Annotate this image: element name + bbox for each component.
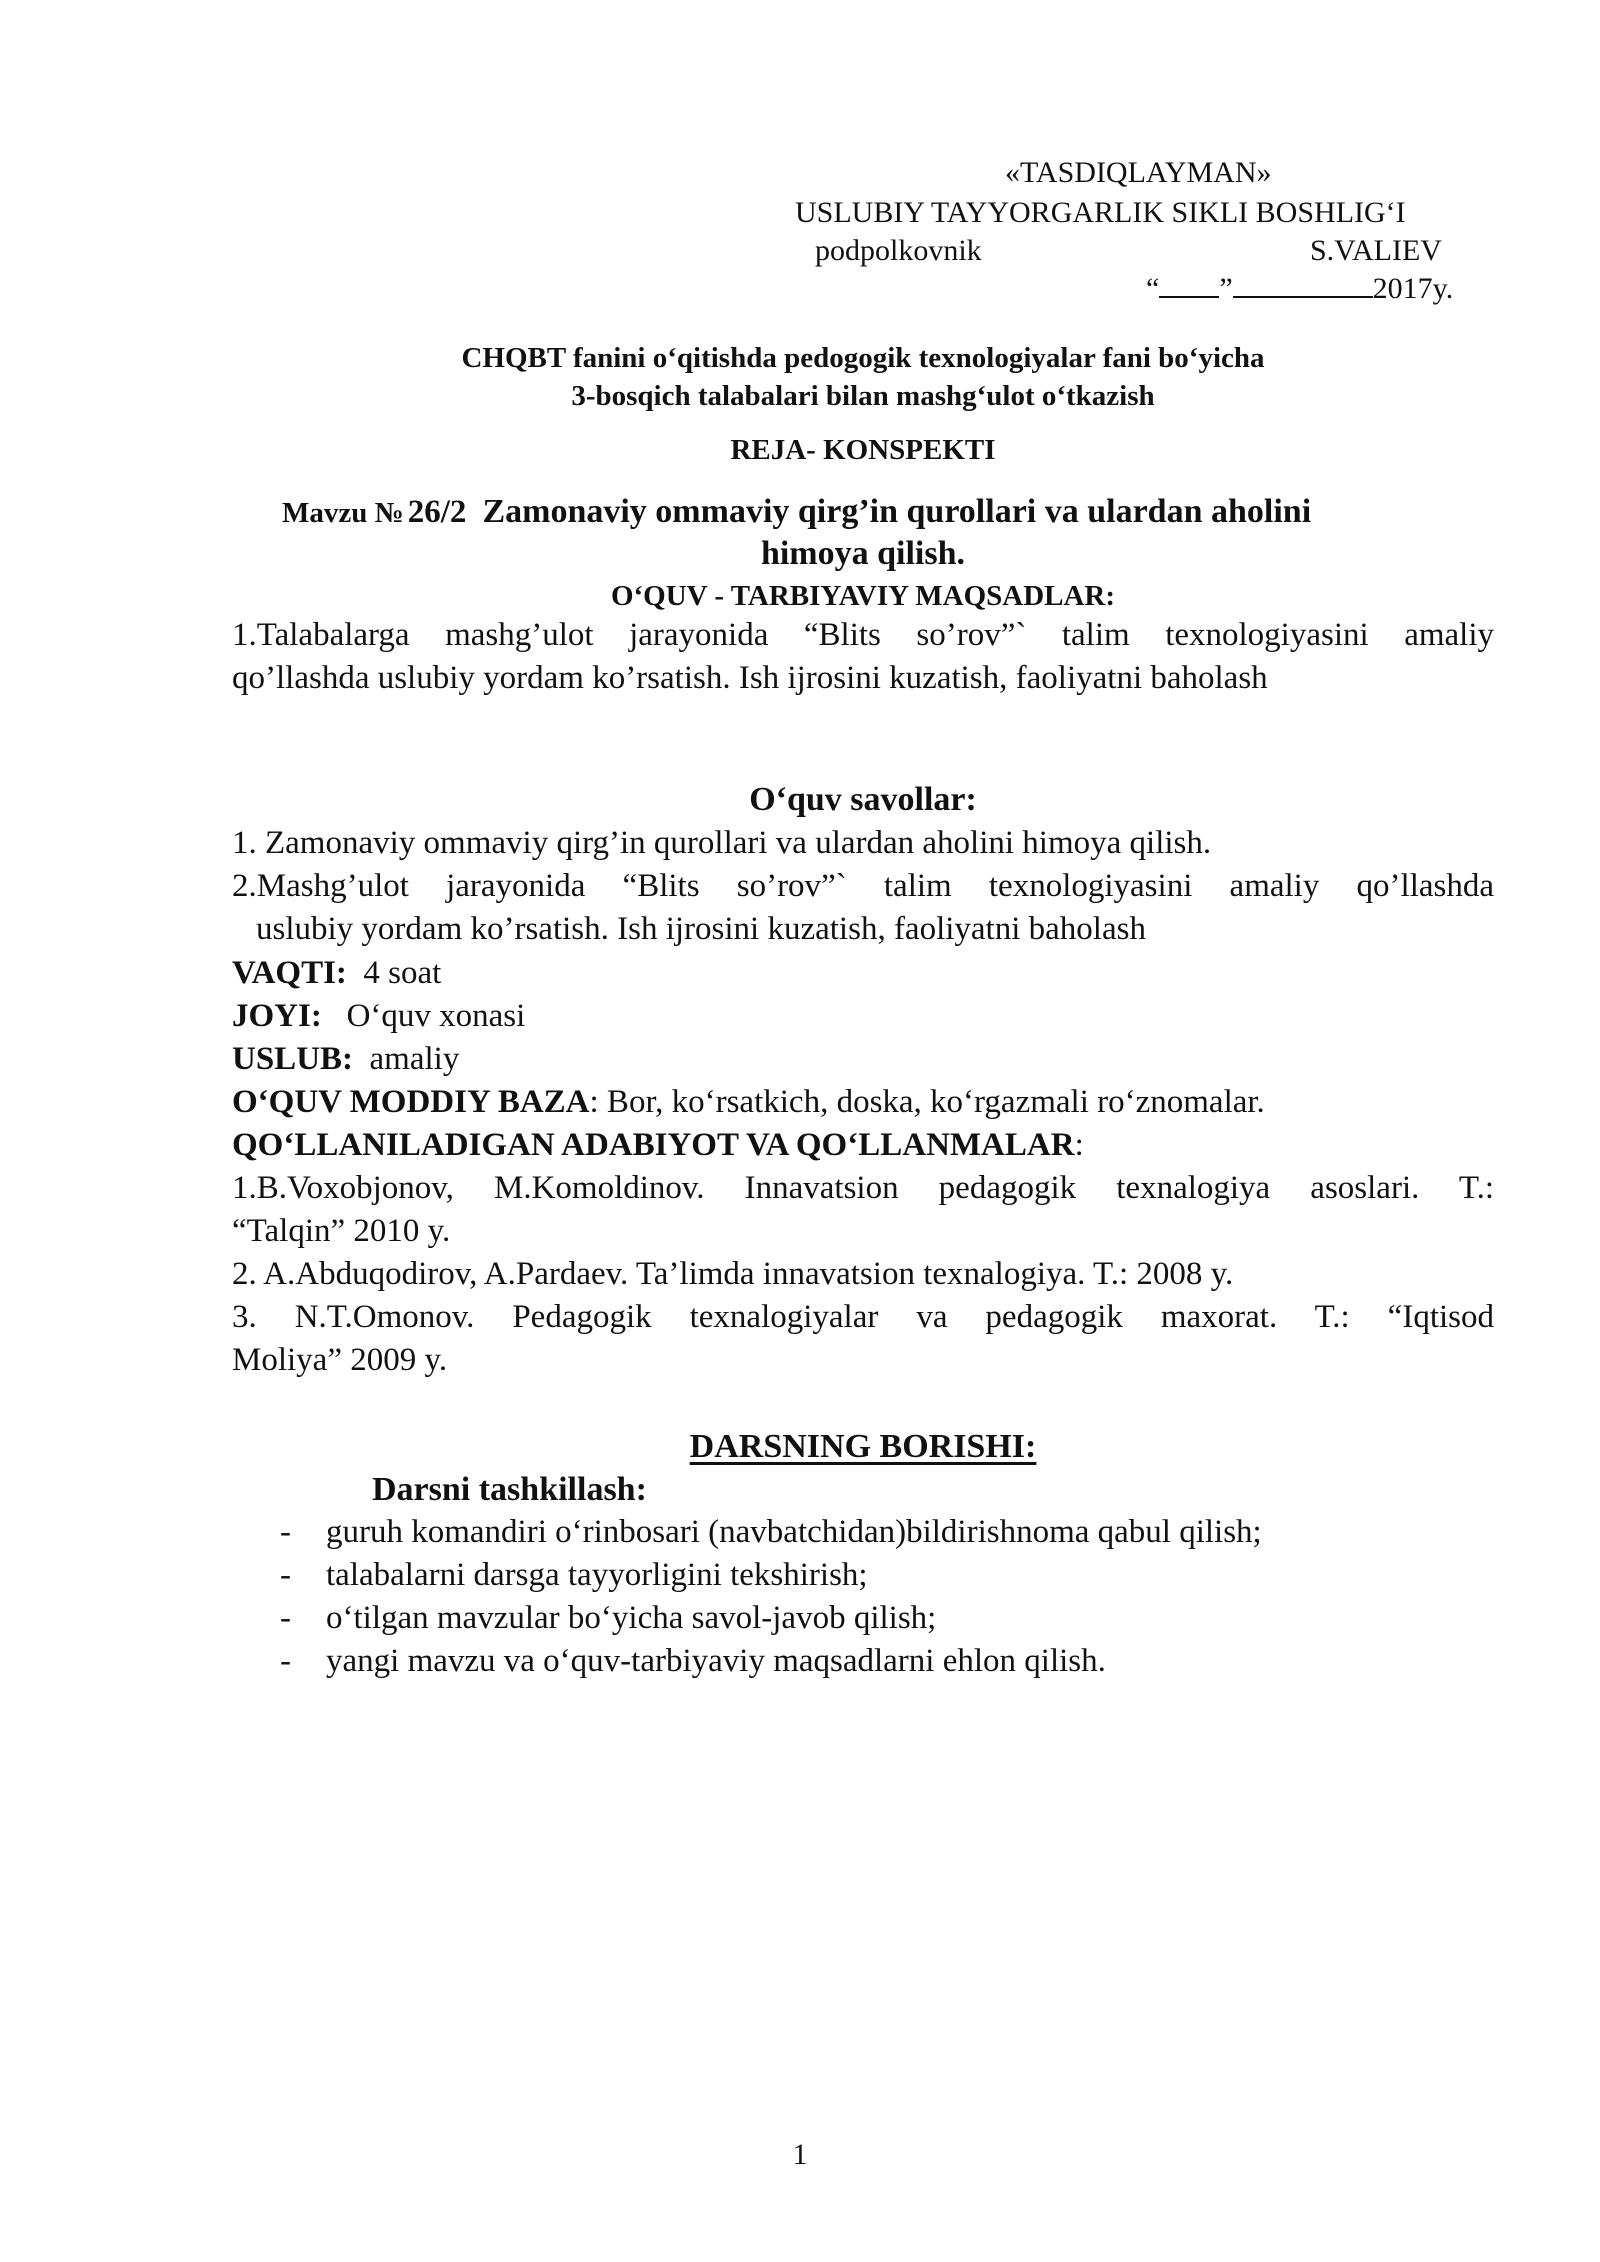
approval-position: USLUBIY TAYYORGARLIK SIKLI BOSHLIG‘I <box>795 196 1406 229</box>
goals-line2: qo’llashda uslubiy yordam ko’rsatish. Ish ijrosini kuzatish, faoliyatni baholash <box>232 660 1268 696</box>
info-method <box>232 1038 459 1081</box>
lesson-item-1: guruh komandiri o‘rinbosari (navbatchidan)bildirishnoma qabul qilish; <box>326 1514 1262 1550</box>
question-1: 1. Zamonaviy ommaviy qirg’in qurollari va ulardan aholini himoya qilish. <box>232 825 1212 861</box>
method-label: USLUB: <box>232 1041 354 1077</box>
literature-1-line1: 1.B.Voxobjonov, M.Komoldinov. Innavatsion pedagogik texnalogiya asoslari. T.: <box>232 1170 1494 1206</box>
lesson-item-4: yangi mavzu va o‘quv-tarbiyaviy maqsadlarni ehlon qilish. <box>326 1643 1106 1679</box>
date-month-blank <box>1233 270 1373 298</box>
reja-konspekti: REJA- KONSPEKTI <box>730 434 996 466</box>
time-label: VAQTI: <box>232 955 347 991</box>
lesson-item-3: o‘tilgan mavzular bo‘yicha savol-javob qilish; <box>326 1600 937 1636</box>
approval-name: S.VALIEV <box>1310 234 1442 267</box>
literature-label: QO‘LLANILADIGAN ADABIYOT VA QO‘LLANMALAR <box>232 1127 1075 1163</box>
info-time <box>232 952 441 995</box>
method-value: amaliy <box>369 1041 460 1077</box>
lesson-dash-4: - <box>280 1643 291 1679</box>
lesson-heading <box>232 1425 1494 1469</box>
info-base <box>232 1081 1265 1124</box>
lesson-dash-3: - <box>280 1600 291 1636</box>
questions-heading: O‘quv savollar: <box>749 781 977 818</box>
place-label: JOYI: <box>232 998 322 1034</box>
info-place <box>232 995 525 1038</box>
date-close-quote: ” <box>1219 272 1233 305</box>
header-line2: 3-bosqich talabalari bilan mashg‘ulot o‘tkazish <box>571 380 1155 412</box>
topic-title-line2: himoya qilish. <box>760 535 966 572</box>
time-value: 4 soat <box>363 955 442 991</box>
approval-tasdiq: «TASDIQLAYMAN» <box>1005 156 1272 189</box>
topic-number: 26/2 <box>407 494 467 530</box>
lesson-subheading: Darsni tashkillash: <box>372 1471 647 1508</box>
literature-1-line2: “Talqin” 2010 y. <box>232 1213 451 1249</box>
approval-date <box>1146 268 1453 310</box>
literature-2: 2. A.Abduqodirov, A.Pardaev. Ta’limda innavatsion texnalogiya. T.: 2008 y. <box>232 1256 1234 1292</box>
goals-heading: O‘QUV - TARBIYAVIY MAQSADLAR: <box>610 580 1116 612</box>
topic-line1 <box>282 490 1311 534</box>
base-value: : Bor, ko‘rsatkich, doska, ko‘rgazmali ro‘znomalar. <box>589 1084 1265 1120</box>
date-open-quote: “ <box>1146 272 1160 305</box>
literature-colon: : <box>1074 1127 1084 1163</box>
question-2-line1: 2.Mashg’ulot jarayonida “Blits so’rov”` talim texnologiyasini amaliy qo’llashda <box>232 868 1494 904</box>
literature-3-line1: 3. N.T.Omonov. Pedagogik texnalogiyalar va pedagogik maxorat. T.: “Iqtisod <box>232 1299 1494 1335</box>
place-value: O‘quv xonasi <box>346 998 526 1034</box>
approval-rank: podpolkovnik <box>815 234 982 267</box>
topic-title-line1: Zamonaviy ommaviy qirg’in qurollari va ulardan aholini <box>482 493 1312 530</box>
question-2-line2: uslubiy yordam ko’rsatish. Ish ijrosini kuzatish, faoliyatni baholash <box>256 911 1146 947</box>
literature-3-line2: Moliya” 2009 y. <box>232 1342 448 1378</box>
page-number: 1 <box>792 2138 808 2171</box>
lesson-item-2: talabalarni darsga tayyorligini tekshirish; <box>326 1557 868 1593</box>
topic-prefix: Mavzu № <box>282 497 404 529</box>
header-line1: CHQBT fanini o‘qitishda pedogogik texnologiyalar fani bo‘yicha <box>461 342 1265 374</box>
lesson-dash-1: - <box>280 1514 291 1550</box>
lesson-dash-2: - <box>280 1557 291 1593</box>
info-literature <box>232 1124 1084 1167</box>
goals-line1: 1.Talabalarga mashg’ulot jarayonida “Blits so’rov”` talim texnologiyasini amaliy <box>232 617 1494 653</box>
date-day-blank <box>1159 270 1219 298</box>
lesson-heading-text: DARSNING BORISHI: <box>689 1428 1037 1465</box>
date-year: 2017y. <box>1372 272 1454 305</box>
base-label: O‘QUV MODDIY BAZA <box>232 1084 590 1120</box>
